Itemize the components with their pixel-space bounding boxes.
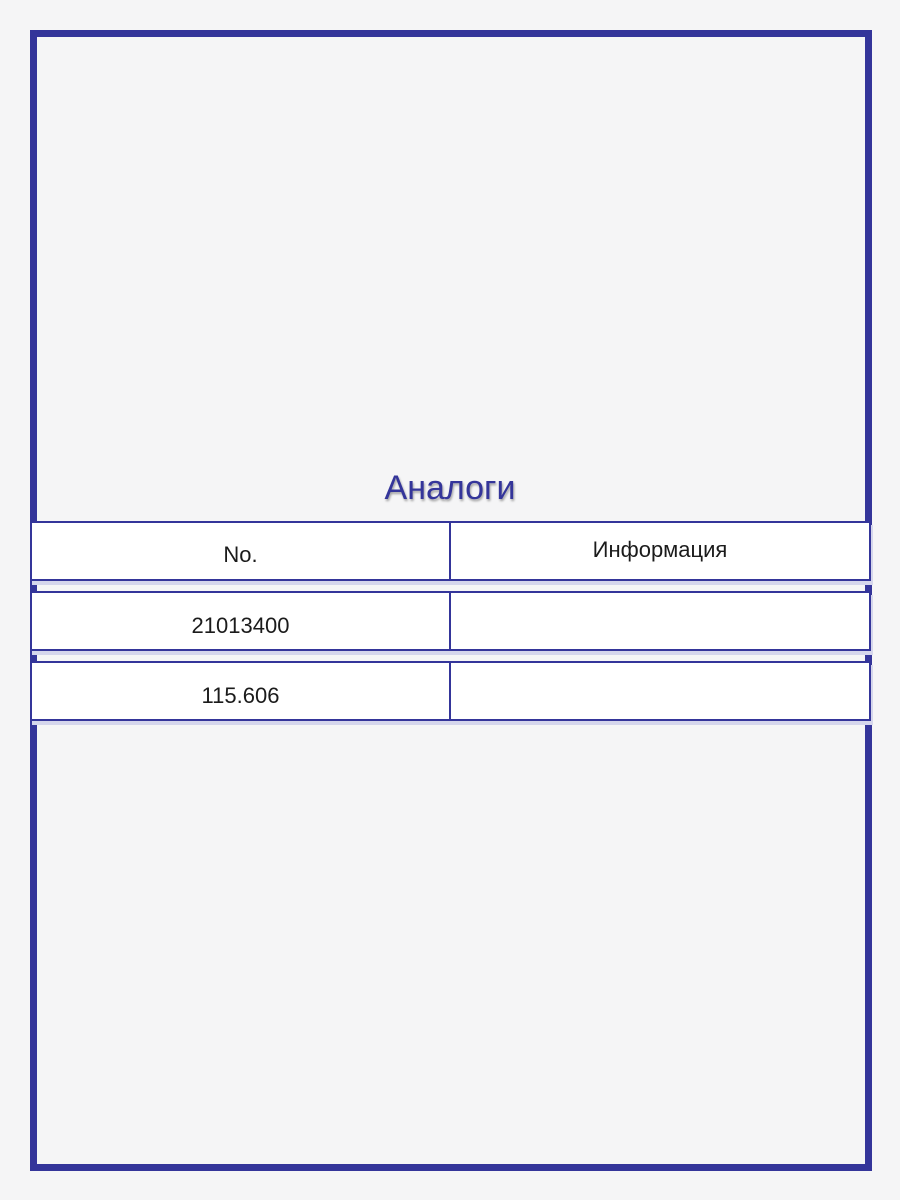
table-row: [30, 661, 871, 721]
header-info-label: Информация: [592, 537, 728, 562]
table-cell-number: [30, 591, 451, 651]
header-cell-number: [30, 521, 451, 581]
table-header-row: [30, 521, 871, 581]
part-number: 21013400: [191, 613, 290, 638]
table-cell-info: [451, 591, 871, 651]
part-number: 115.606: [201, 683, 280, 708]
header-number-label: No.: [223, 542, 258, 567]
table-row: [30, 591, 871, 651]
table-cell-info: [451, 661, 871, 721]
header-cell-info: [451, 521, 871, 581]
page-title: Аналоги: [384, 469, 516, 507]
table-cell-number: [30, 661, 451, 721]
